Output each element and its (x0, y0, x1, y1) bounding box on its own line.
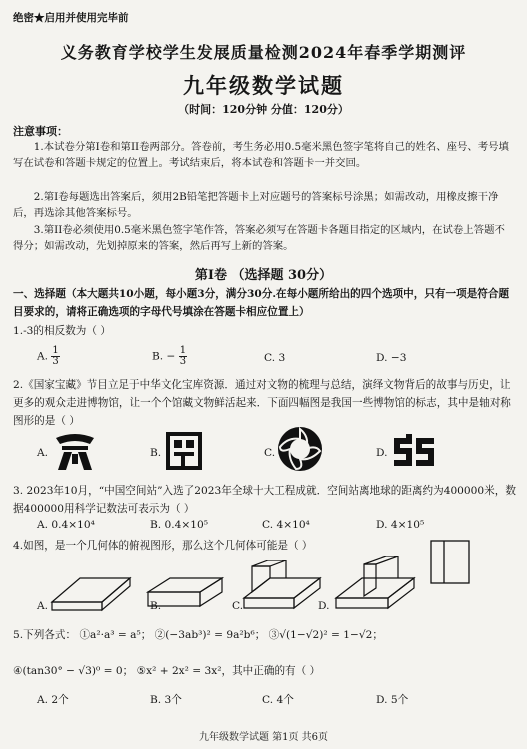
q5-expr-1: ①a²·a³ = a⁵； (79, 629, 152, 641)
note-item-1: 1.本试卷分第I卷和第II卷两部分。答卷前，考生务必用0.5毫米黑色签字笔将自己的姓名、座号、考号填写在试卷和答题卡规定的位置上。考试结束后，将本试卷和答题卡一并交回。 (13, 141, 509, 169)
q1-option-b: B. − $\frac{1}{3}$ (152, 345, 187, 367)
q3-option-a: A. 0.4×10⁴ (37, 519, 95, 531)
q1-b-fraction: $\frac{1}{3}$ (179, 345, 187, 367)
exam-title-line1: 义务教育学校学生发展质量检测2024年春季学期测评 (60, 43, 467, 62)
q3-option-d: D. 4×10⁵ (376, 519, 425, 531)
solid-a-figure (50, 572, 132, 612)
q5-expr-5: ⑤x² + 2x² = 3x²，其中正确的有（ ） (136, 665, 321, 677)
instructions: 一、选择题（本大题共10小题，每小题3分，满分30分.在每小题所给出的四个选项中，只有一项是符合题目要求的，请将正确选项的字母代号填涂在答题卡相应位置上） (13, 288, 510, 318)
q5-option-d: D. 5个 (376, 694, 409, 706)
q4-option-b-label: B. (150, 600, 162, 612)
exam-title: 九年级数学试题 (183, 73, 344, 98)
q1-option-a: A. $\frac{1}{3}$ (37, 345, 59, 367)
q2-option-b-label: B. (150, 447, 162, 459)
question-4-stem: 4.如图，是一个几何体的俯视图形，那么这个几何体可能是（ ） (13, 540, 313, 552)
museum-logo-c-icon (276, 425, 324, 473)
question-1-stem: 1.-3的相反数为（ ） (13, 325, 111, 337)
q5-expr-3: ③√(1−√2)² = 1−√2； (268, 629, 383, 641)
question-3-stem: 3. 2023年10月，“中国空间站”入选了2023年全球十大工程成就．空间站离地球的距离约为400000米，数据400000用科学记数法可表示为（ ） (13, 485, 516, 515)
solid-d-figure (334, 556, 418, 612)
q5-expr-4: ④(tan30° − √3)⁰ = 0； (13, 665, 134, 677)
question-5-line1 (13, 626, 518, 644)
note-item-3: 3.第II卷必须使用0.5毫米黑色签字笔作答，答案必须写在答题卡各题目指定的区域内，在试卷上答题不得分；如需改动，先划掉原来的答案，然后再写上新的答案。 (13, 224, 505, 252)
note-item-2: 2.第I卷每题选出答案后，须用2B铅笔把答题卡上对应题号的答案标号涂黑；如需改动，用橡皮擦干净后，再选涂其他答案标号。 (13, 191, 499, 219)
secret-label: 绝密★启用并使用完毕前 (13, 12, 129, 24)
section-title: 第I卷 （选择题 30分） (194, 268, 333, 283)
q4-option-a-label: A. (37, 600, 49, 612)
q1-a-fraction: $\frac{1}{3}$ (52, 345, 59, 367)
q2-option-d-label: D. (376, 447, 388, 459)
q1-option-d: D. −3 (376, 352, 407, 364)
q5-option-a: A. 2个 (37, 694, 69, 706)
museum-logo-b-icon (166, 430, 202, 470)
solid-c-figure (240, 560, 322, 612)
q4-option-d-label: D. (318, 600, 330, 612)
notes-label: 注意事项： (13, 125, 68, 138)
q1-option-c: C. 3 (264, 352, 286, 364)
question-5-line2 (13, 662, 518, 680)
q2-option-a-label: A. (37, 447, 49, 459)
q5-option-b: B. 3个 (150, 694, 182, 706)
q2-option-c-label: C. (264, 447, 276, 459)
q3-option-b: B. 0.4×10⁵ (150, 519, 208, 531)
q4-option-c-label: C. (232, 600, 244, 612)
exam-time-score: （时间：120分钟 分值：120分） (178, 103, 349, 116)
q5-option-c: C. 4个 (262, 694, 294, 706)
q5-stem-prefix: 5.下列各式： (13, 629, 77, 641)
q3-option-c: C. 4×10⁴ (262, 519, 310, 531)
question-2-stem: 2.《国家宝藏》节目立足于中华文化宝库资源．通过对文物的梳理与总结，演绎文物背后的故事与历史，让更多的观众走进博物馆，让一个个馆藏文物鲜活起来．下面四幅图是我国一些博物馆的标志，其中是轴对称图形的是（ ） (13, 379, 511, 427)
q5-expr-2: ②(−3ab³)² = 9a²b⁶； (154, 629, 266, 641)
museum-logo-d-icon (392, 432, 436, 468)
top-view-figure (430, 540, 470, 584)
page-footer: 九年级数学试题 第1页 共6页 (198, 732, 329, 743)
solid-b-figure (146, 574, 224, 610)
museum-logo-a-icon (52, 430, 98, 472)
